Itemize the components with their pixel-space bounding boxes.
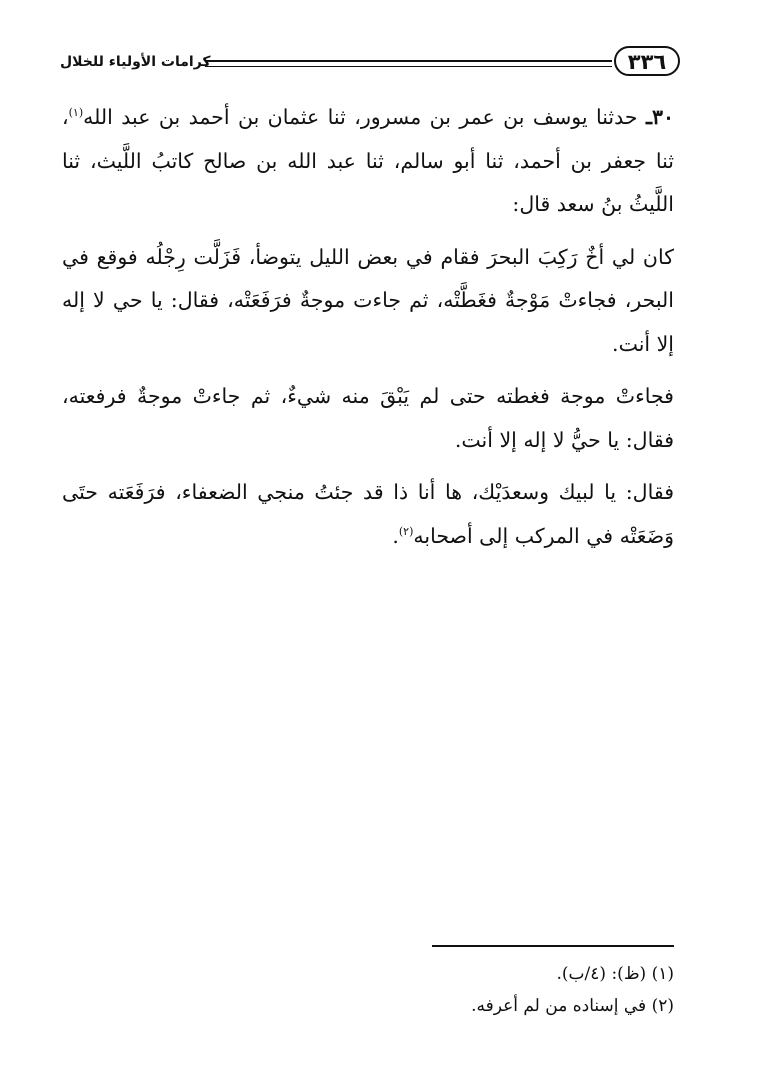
footnote-1: (١) (ظ): (٤/ب). [556, 964, 674, 984]
footnote-separator [432, 945, 674, 947]
story-3-end: . [392, 523, 399, 548]
footnote-ref-1: (١) [68, 106, 84, 120]
story-3-text: فقال: يا لبيك وسعدَيْك، ها أنا ذا قد جئتُ منجي الضعفاء، فرَفَعَته حتَى وَضَعَتْه في المركب إلى أصحابه [62, 480, 674, 548]
hadith-number: ٣٠ـ [645, 105, 674, 129]
paragraph-story-1: كان لي أخٌ رَكِبَ البحرَ فقام في بعض الليل يتوضأ، فَزَلَّت رِجْلُه فوقع في البحر، فجاءتْ مَوْجةٌ فغَطَّتْه، ثم جاءت موجةٌ فرَفَعَتْه، فقال: يا حي لا إله إلا أنت. [62, 244, 674, 356]
main-text [62, 96, 674, 567]
paragraph-story-2: فجاءتْ موجة فغطته حتى لم يَبْقَ منه شيءٌ، ثم جاءتْ موجةٌ فرفعته، فقال: يا حيُّ لا إله إلا أنت. [62, 384, 674, 452]
isnad-text-end: ، ثنا جعفر بن أحمد، ثنا أبو سالم، ثنا عبد الله بن صالح كاتبُ اللَّيث، ثنا اللَّيثُ بنُ سعد قال: [62, 105, 674, 216]
running-header [60, 44, 680, 84]
page-number-badge: ٣٣٦ [614, 46, 680, 76]
paragraph-isnad [62, 96, 674, 227]
running-title: كرامات الأولياء للخلال [60, 54, 211, 70]
paragraph-story-3 [62, 471, 674, 558]
footnote-2: (٢) في إسناده من لم أعرفه. [471, 996, 674, 1016]
footnotes [114, 958, 674, 1022]
footnote-ref-2: (٢) [398, 524, 414, 538]
isnad-text-start: حدثنا يوسف بن عمر بن مسرور، ثنا عثمان بن أحمد بن عبد الله [83, 105, 638, 129]
header-double-rule [205, 60, 612, 67]
